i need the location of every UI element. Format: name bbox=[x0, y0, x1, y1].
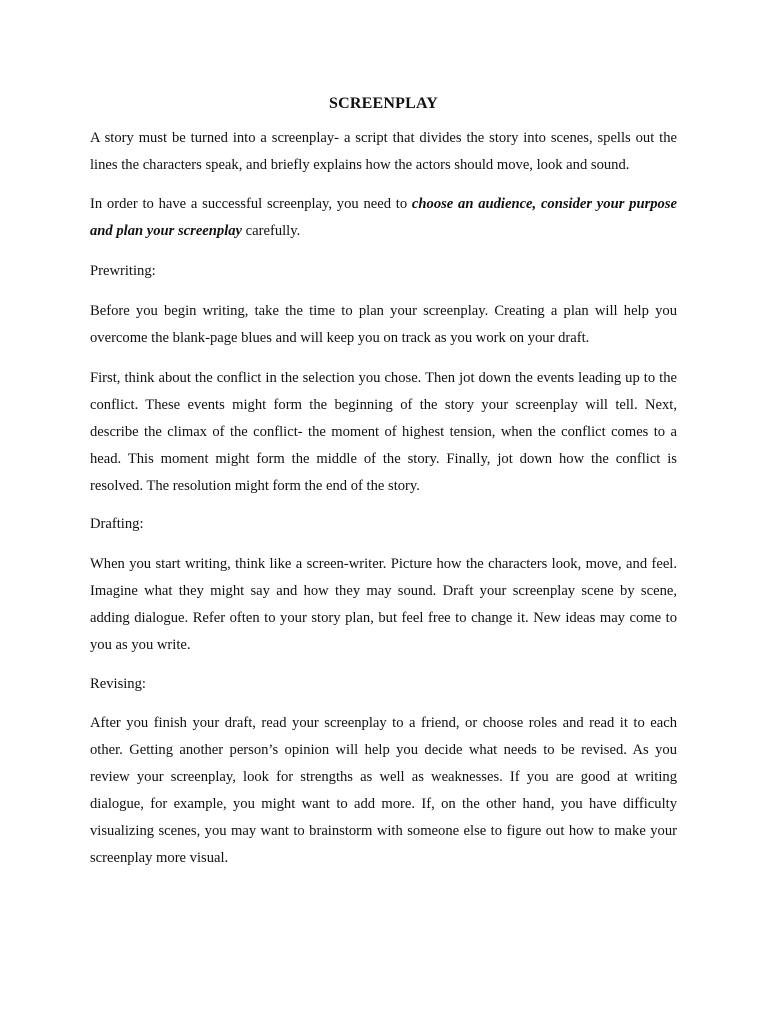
success-paragraph bbox=[90, 191, 677, 245]
drafting-paragraph: When you start writing, think like a screen-writer. Picture how the characters look, move, and feel. Imagine what they might say and how they may sound. Draft your screenplay scene by scene, adding dialogue. Refer often to your story plan, but feel free to change it. New ideas may come to you as you write. bbox=[90, 556, 677, 653]
section-heading-drafting: Drafting: bbox=[90, 516, 144, 532]
prewriting-paragraph-1: Before you begin writing, take the time to plan your screenplay. Creating a plan will help you overcome the blank-page blues and will keep you on track as you work on your draft. bbox=[90, 303, 677, 346]
success-suffix: carefully. bbox=[242, 223, 301, 239]
revising-paragraph: After you finish your draft, read your screenplay to a friend, or choose roles and read it to each other. Getting another person’s opinion will help you decide what needs to be revised. As you review your screenplay, look for strengths as well as weaknesses. If you are good at writing dialogue, for example, you might want to add more. If, on the other hand, you have difficulty visualizing scenes, you may want to brainstorm with someone else to figure out how to make your screenplay more visual. bbox=[90, 715, 677, 866]
success-emphasis: choose an audience, consider your purpose and plan your screenplay bbox=[90, 196, 677, 239]
success-prefix: In order to have a successful screenplay, you need to bbox=[90, 196, 412, 212]
document-title: SCREENPLAY bbox=[329, 95, 438, 112]
intro-paragraph: A story must be turned into a screenplay- a script that divides the story into scenes, spells out the lines the characters speak, and briefly explains how the actors should move, look and sound. bbox=[90, 130, 677, 173]
section-heading-prewriting: Prewriting: bbox=[90, 263, 156, 279]
section-heading-revising: Revising: bbox=[90, 676, 146, 692]
prewriting-paragraph-2: First, think about the conflict in the selection you chose. Then jot down the events leading up to the conflict. These events might form the beginning of the story your screenplay will tell. Next, describe the climax of the conflict- the moment of highest tension, when the conflict comes to a head. This moment might form the middle of the story. Finally, jot down how the conflict is resolved. The resolution might form the end of the story. bbox=[90, 370, 677, 494]
